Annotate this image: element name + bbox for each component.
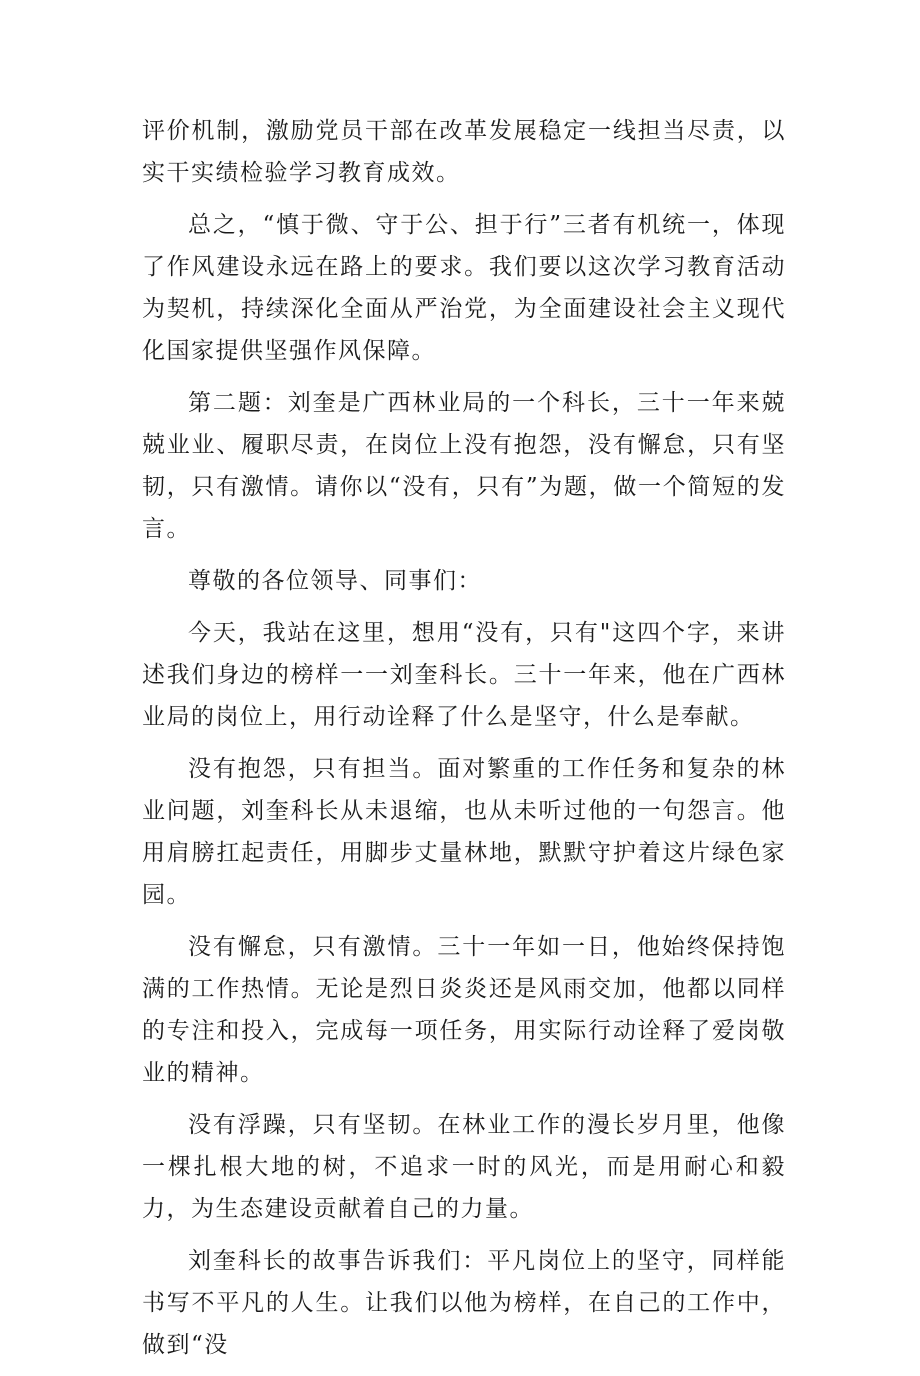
paragraph-question-two: 第二题：刘奎是广西林业局的一个科长，三十一年来兢兢业业、履职尽责，在岗位上没有抱怨，没有懈怠，只有坚韧，只有激情。请你以“没有，只有”为题，做一个简短的发言。: [142, 390, 786, 542]
paragraph-no-complaint: 没有抱怨，只有担当。面对繁重的工作任务和复杂的林业问题，刘奎科长从未退缩，也从未听过他的一句怨言。他用肩膀扛起责任，用脚步丈量林地，默默守护着这片绿色家园。: [142, 756, 786, 908]
paragraph-continuation: 评价机制，激励党员干部在改革发展稳定一线担当尽责，以实干实绩检验学习教育成效。: [142, 118, 786, 186]
paragraph-closing: 刘奎科长的故事告诉我们：平凡岗位上的坚守，同样能书写不平凡的人生。让我们以他为榜样，在自己的工作中，做到“没: [142, 1248, 786, 1358]
paragraph-no-impetuosity: 没有浮躁，只有坚韧。在林业工作的漫长岁月里，他像一棵扎根大地的树，不追求一时的风光，而是用耐心和毅力，为生态建设贡献着自己的力量。: [142, 1112, 786, 1222]
document-body: [142, 110, 786, 1376]
paragraph-conclusion: 总之，“慎于微、守于公、担于行”三者有机统一，体现了作风建设永远在路上的要求。我们要以这次学习教育活动为契机，持续深化全面从严治党，为全面建设社会主义现代化国家提供坚强作风保障。: [142, 212, 786, 364]
paragraph-no-slack: 没有懈怠，只有激情。三十一年如一日，他始终保持饱满的工作热情。无论是烈日炎炎还是风雨交加，他都以同样的专注和投入，完成每一项任务，用实际行动诠释了爱岗敬业的精神。: [142, 934, 786, 1086]
paragraph-salutation: 尊敬的各位领导、同事们：: [188, 568, 482, 594]
paragraph-opening: 今天，我站在这里，想用“没有，只有"这四个字，来讲述我们身边的榜样一一刘奎科长。三十一年来，他在广西林业局的岗位上，用行动诠释了什么是坚守，什么是奉献。: [142, 620, 786, 730]
